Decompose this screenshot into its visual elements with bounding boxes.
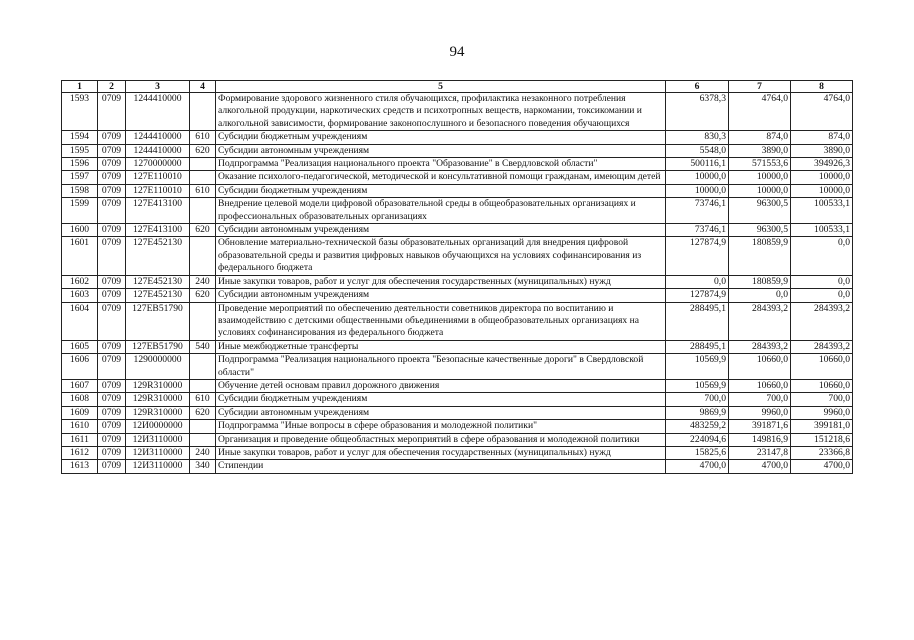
column-header: 4	[190, 81, 216, 93]
table-row	[62, 433, 853, 446]
target-code: 127E110010	[126, 184, 190, 197]
table-row	[62, 302, 853, 340]
row-number: 1607	[62, 379, 98, 392]
amount-col-8: 3890,0	[791, 144, 853, 157]
amount-col-8: 9960,0	[791, 406, 853, 419]
column-header: 6	[666, 81, 729, 93]
amount-col-8: 23366,8	[791, 446, 853, 459]
table-row	[62, 446, 853, 459]
amount-col-8: 4764,0	[791, 93, 853, 131]
section-code: 0709	[98, 460, 126, 473]
amount-col-6: 10569,9	[666, 354, 729, 380]
target-code: 12И3110000	[126, 446, 190, 459]
amount-col-6: 127874,9	[666, 237, 729, 275]
amount-col-7: 10000,0	[729, 171, 791, 184]
row-number: 1610	[62, 420, 98, 433]
section-code: 0709	[98, 406, 126, 419]
expense-type: 540	[190, 340, 216, 353]
amount-col-8: 0,0	[791, 275, 853, 288]
section-code: 0709	[98, 171, 126, 184]
amount-col-6: 73746,1	[666, 224, 729, 237]
row-description: Иные закупки товаров, работ и услуг для обеспечения государственных (муниципальных) нужд	[216, 446, 666, 459]
target-code: 127E413100	[126, 198, 190, 224]
row-number: 1595	[62, 144, 98, 157]
amount-col-8: 151218,6	[791, 433, 853, 446]
amount-col-7: 180859,9	[729, 237, 791, 275]
row-number: 1612	[62, 446, 98, 459]
table-row	[62, 184, 853, 197]
target-code: 127EB51790	[126, 340, 190, 353]
amount-col-7: 874,0	[729, 131, 791, 144]
section-code: 0709	[98, 420, 126, 433]
row-number: 1606	[62, 354, 98, 380]
amount-col-8: 10000,0	[791, 171, 853, 184]
expense-type: 620	[190, 289, 216, 302]
amount-col-8: 100533,1	[791, 224, 853, 237]
section-code: 0709	[98, 379, 126, 392]
section-code: 0709	[98, 433, 126, 446]
amount-col-6: 10000,0	[666, 171, 729, 184]
table-row	[62, 224, 853, 237]
amount-col-6: 9869,9	[666, 406, 729, 419]
expense-type	[190, 198, 216, 224]
section-code: 0709	[98, 393, 126, 406]
amount-col-6: 0,0	[666, 275, 729, 288]
amount-col-6: 5548,0	[666, 144, 729, 157]
section-code: 0709	[98, 302, 126, 340]
target-code: 1270000000	[126, 158, 190, 171]
amount-col-6: 830,3	[666, 131, 729, 144]
row-description: Оказание психолого-педагогической, методической и консультативной помощи гражданам, имеющим детей	[216, 171, 666, 184]
section-code: 0709	[98, 131, 126, 144]
row-number: 1602	[62, 275, 98, 288]
table-row	[62, 144, 853, 157]
row-description: Подпрограмма "Реализация национального проекта "Образование" в Свердловской области"	[216, 158, 666, 171]
amount-col-7: 284393,2	[729, 302, 791, 340]
amount-col-6: 10000,0	[666, 184, 729, 197]
amount-col-8: 874,0	[791, 131, 853, 144]
table-row	[62, 171, 853, 184]
table-row	[62, 354, 853, 380]
target-code: 1244410000	[126, 131, 190, 144]
row-description: Субсидии автономным учреждениям	[216, 224, 666, 237]
row-description: Организация и проведение общеобластных мероприятий в сфере образования и молодежной политики	[216, 433, 666, 446]
row-description: Обновление материально-технической базы образовательных организаций для внедрения цифровой образовательной среды и развития цифровых навыков обучающихся на условиях софинансирования из федерального бюджета	[216, 237, 666, 275]
section-code: 0709	[98, 446, 126, 459]
expense-type	[190, 433, 216, 446]
table-row	[62, 237, 853, 275]
column-header: 3	[126, 81, 190, 93]
table-row	[62, 379, 853, 392]
amount-col-6: 700,0	[666, 393, 729, 406]
amount-col-6: 224094,6	[666, 433, 729, 446]
row-number: 1609	[62, 406, 98, 419]
target-code: 127E452130	[126, 237, 190, 275]
row-description: Субсидии бюджетным учреждениям	[216, 131, 666, 144]
expense-type: 610	[190, 131, 216, 144]
row-description: Формирование здорового жизненного стиля обучающихся, профилактика незаконного потребления алкогольной продукции, наркотических средств и психотропных веществ, наркомании, токсикомании и алкогольной зависимости, формирование законопослушного и безопасного поведения обучающихся	[216, 93, 666, 131]
section-code: 0709	[98, 93, 126, 131]
amount-col-6: 4700,0	[666, 460, 729, 473]
table-body	[62, 93, 853, 474]
target-code: 127E452130	[126, 275, 190, 288]
target-code: 1244410000	[126, 144, 190, 157]
row-description: Иные закупки товаров, работ и услуг для обеспечения государственных (муниципальных) нужд	[216, 275, 666, 288]
amount-col-6: 288495,1	[666, 302, 729, 340]
expense-type	[190, 420, 216, 433]
amount-col-7: 4764,0	[729, 93, 791, 131]
table-row	[62, 198, 853, 224]
expense-type: 620	[190, 224, 216, 237]
row-description: Субсидии автономным учреждениям	[216, 289, 666, 302]
row-description: Субсидии бюджетным учреждениям	[216, 184, 666, 197]
expense-type	[190, 302, 216, 340]
amount-col-8: 394926,3	[791, 158, 853, 171]
row-number: 1605	[62, 340, 98, 353]
page-number: 94	[449, 44, 465, 60]
table-row	[62, 275, 853, 288]
expense-type: 340	[190, 460, 216, 473]
column-header: 1	[62, 81, 98, 93]
target-code: 12И0000000	[126, 420, 190, 433]
amount-col-8: 700,0	[791, 393, 853, 406]
target-code: 12И3110000	[126, 460, 190, 473]
target-code: 127EB51790	[126, 302, 190, 340]
table-row	[62, 460, 853, 473]
target-code: 129R310000	[126, 406, 190, 419]
amount-col-7: 96300,5	[729, 198, 791, 224]
amount-col-8: 100533,1	[791, 198, 853, 224]
row-description: Субсидии автономным учреждениям	[216, 406, 666, 419]
budget-table	[61, 80, 853, 474]
expense-type: 240	[190, 446, 216, 459]
row-number: 1598	[62, 184, 98, 197]
section-code: 0709	[98, 275, 126, 288]
amount-col-8: 10660,0	[791, 354, 853, 380]
section-code: 0709	[98, 158, 126, 171]
amount-col-6: 127874,9	[666, 289, 729, 302]
row-description: Иные межбюджетные трансферты	[216, 340, 666, 353]
table-header-row	[62, 81, 853, 93]
amount-col-6: 10569,9	[666, 379, 729, 392]
section-code: 0709	[98, 237, 126, 275]
amount-col-8: 284393,2	[791, 340, 853, 353]
amount-col-7: 10000,0	[729, 184, 791, 197]
target-code: 127E413100	[126, 224, 190, 237]
expense-type: 610	[190, 393, 216, 406]
section-code: 0709	[98, 224, 126, 237]
target-code: 1244410000	[126, 93, 190, 131]
row-description: Подпрограмма "Реализация национального проекта "Безопасные качественные дороги" в Свердловской области"	[216, 354, 666, 380]
table-row	[62, 289, 853, 302]
section-code: 0709	[98, 144, 126, 157]
amount-col-7: 149816,9	[729, 433, 791, 446]
row-number: 1603	[62, 289, 98, 302]
expense-type	[190, 237, 216, 275]
expense-type: 620	[190, 144, 216, 157]
section-code: 0709	[98, 289, 126, 302]
amount-col-8: 10660,0	[791, 379, 853, 392]
expense-type: 240	[190, 275, 216, 288]
expense-type	[190, 379, 216, 392]
amount-col-6: 500116,1	[666, 158, 729, 171]
table-row	[62, 131, 853, 144]
amount-col-8: 10000,0	[791, 184, 853, 197]
table-row	[62, 420, 853, 433]
column-header: 8	[791, 81, 853, 93]
amount-col-7: 571553,6	[729, 158, 791, 171]
row-description: Проведение мероприятий по обеспечению деятельности советников директора по воспитанию и взаимодействию с детскими общественными объединениями в общеобразовательных организациях на условиях софинансирования из федерального бюджета	[216, 302, 666, 340]
section-code: 0709	[98, 198, 126, 224]
amount-col-8: 399181,0	[791, 420, 853, 433]
target-code: 12И3110000	[126, 433, 190, 446]
expense-type	[190, 93, 216, 131]
amount-col-7: 700,0	[729, 393, 791, 406]
section-code: 0709	[98, 184, 126, 197]
row-description: Подпрограмма "Иные вопросы в сфере образования и молодежной политики"	[216, 420, 666, 433]
column-header: 5	[216, 81, 666, 93]
row-description: Субсидии бюджетным учреждениям	[216, 393, 666, 406]
row-number: 1613	[62, 460, 98, 473]
expense-type	[190, 171, 216, 184]
amount-col-8: 284393,2	[791, 302, 853, 340]
amount-col-7: 10660,0	[729, 354, 791, 380]
expense-type	[190, 354, 216, 380]
row-number: 1608	[62, 393, 98, 406]
amount-col-7: 391871,6	[729, 420, 791, 433]
table-row	[62, 158, 853, 171]
column-header: 2	[98, 81, 126, 93]
amount-col-6: 73746,1	[666, 198, 729, 224]
row-number: 1596	[62, 158, 98, 171]
row-description: Субсидии автономным учреждениям	[216, 144, 666, 157]
expense-type	[190, 158, 216, 171]
amount-col-7: 10660,0	[729, 379, 791, 392]
row-number: 1597	[62, 171, 98, 184]
amount-col-7: 4700,0	[729, 460, 791, 473]
row-number: 1594	[62, 131, 98, 144]
amount-col-6: 15825,6	[666, 446, 729, 459]
amount-col-7: 180859,9	[729, 275, 791, 288]
table-row	[62, 93, 853, 131]
amount-col-8: 0,0	[791, 237, 853, 275]
target-code: 127E452130	[126, 289, 190, 302]
target-code: 127E110010	[126, 171, 190, 184]
row-number: 1604	[62, 302, 98, 340]
amount-col-7: 9960,0	[729, 406, 791, 419]
row-number: 1593	[62, 93, 98, 131]
target-code: 1290000000	[126, 354, 190, 380]
expense-type: 620	[190, 406, 216, 419]
row-number: 1599	[62, 198, 98, 224]
section-code: 0709	[98, 354, 126, 380]
table-row	[62, 393, 853, 406]
amount-col-7: 284393,2	[729, 340, 791, 353]
target-code: 129R310000	[126, 393, 190, 406]
row-number: 1611	[62, 433, 98, 446]
row-description: Стипендии	[216, 460, 666, 473]
row-number: 1601	[62, 237, 98, 275]
amount-col-8: 0,0	[791, 289, 853, 302]
amount-col-6: 288495,1	[666, 340, 729, 353]
row-number: 1600	[62, 224, 98, 237]
target-code: 129R310000	[126, 379, 190, 392]
section-code: 0709	[98, 340, 126, 353]
table-row	[62, 406, 853, 419]
amount-col-6: 6378,3	[666, 93, 729, 131]
column-header: 7	[729, 81, 791, 93]
table-row	[62, 340, 853, 353]
amount-col-7: 96300,5	[729, 224, 791, 237]
amount-col-7: 0,0	[729, 289, 791, 302]
row-description: Внедрение целевой модели цифровой образовательной среды в общеобразовательных организациях и профессиональных образовательных организациях	[216, 198, 666, 224]
expense-type: 610	[190, 184, 216, 197]
amount-col-7: 3890,0	[729, 144, 791, 157]
amount-col-6: 483259,2	[666, 420, 729, 433]
amount-col-8: 4700,0	[791, 460, 853, 473]
amount-col-7: 23147,8	[729, 446, 791, 459]
row-description: Обучение детей основам правил дорожного движения	[216, 379, 666, 392]
